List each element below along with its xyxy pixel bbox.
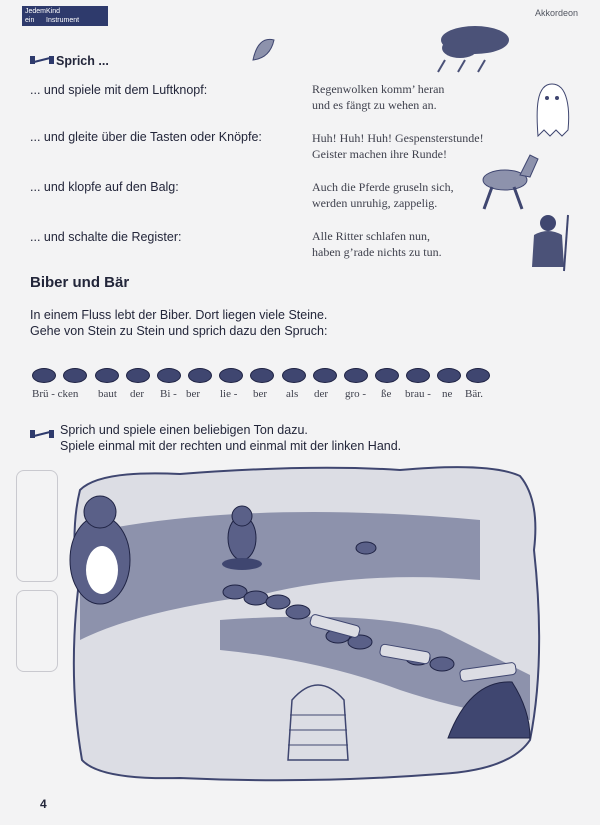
stone	[466, 368, 490, 383]
stone	[157, 368, 181, 383]
instruction-line: Sprich und spiele einen beliebigen Ton dazu.	[60, 423, 308, 437]
verse-line: werden unruhig, zappelig.	[312, 196, 438, 210]
logo-word: Kind	[46, 8, 61, 15]
speak-play-icon	[30, 52, 54, 68]
stone	[406, 368, 430, 383]
syllable: der	[130, 388, 145, 400]
syllable: ber	[253, 388, 268, 400]
sleeping-knight-icon	[520, 205, 580, 275]
logo	[22, 6, 108, 26]
stone	[32, 368, 56, 383]
instruction-line: Spiele einmal mit der rechten und einmal mit der linken Hand.	[60, 439, 402, 453]
stone	[344, 368, 368, 383]
stone	[250, 368, 274, 383]
stone	[219, 368, 243, 383]
syllable: gro -	[345, 388, 367, 400]
syllable: der	[314, 388, 329, 400]
intro-line: Gehe von Stein zu Stein und sprich dazu den Spruch:	[30, 324, 328, 338]
section-title: Biber und Bär	[30, 274, 130, 291]
intro-line: In einem Fluss lebt der Biber. Dort liegen viele Steine.	[30, 308, 328, 322]
syllable: brau -	[405, 388, 431, 400]
background-frame	[16, 590, 58, 672]
verse-line: Alle Ritter schlafen nun,	[312, 229, 430, 243]
syllable: lie -	[220, 388, 238, 400]
verse-line: haben g’rade nichts zu tun.	[312, 245, 442, 259]
syllable: Bi -	[160, 388, 177, 400]
stone	[375, 368, 399, 383]
syllable: ße	[381, 388, 392, 400]
logo-word: Instrument	[46, 17, 80, 24]
verse-action: ... und gleite über die Tasten oder Knöpfe:	[30, 130, 262, 144]
verse-action: ... und klopfe auf den Balg:	[30, 180, 179, 194]
verse-line: Auch die Pferde gruseln sich,	[312, 180, 454, 194]
stone	[188, 368, 212, 383]
verse-action: ... und schalte die Register:	[30, 230, 182, 244]
verse-action: ... und spiele mit dem Luftknopf:	[30, 83, 208, 97]
syllable: Brü - cken	[32, 388, 79, 400]
stone	[126, 368, 150, 383]
stone	[437, 368, 461, 383]
ghost-icon	[530, 80, 575, 140]
stone	[313, 368, 337, 383]
verse-line: und es fängt zu wehen an.	[312, 98, 437, 112]
leaf-icon	[248, 32, 278, 64]
speak-heading: Sprich ...	[56, 54, 109, 68]
verse-line: Huh! Huh! Huh! Gespensterstunde!	[312, 131, 484, 145]
logo-word: ein	[25, 17, 35, 24]
syllable: als	[286, 388, 299, 400]
verse-line: Geister machen ihre Runde!	[312, 147, 447, 161]
background-frame	[16, 470, 58, 582]
syllable: Bär.	[465, 388, 484, 400]
page-number: 4	[40, 797, 47, 811]
stone	[95, 368, 119, 383]
river-illustration	[60, 460, 550, 790]
logo-word: Jedem	[25, 8, 47, 15]
stone	[282, 368, 306, 383]
stone	[63, 368, 87, 383]
rain-cloud-icon	[420, 20, 530, 80]
syllable: ne	[442, 388, 453, 400]
speak-play-icon	[30, 426, 54, 442]
syllable: baut	[98, 388, 117, 400]
syllable: ber	[186, 388, 201, 400]
verse-line: Regenwolken komm’ heran	[312, 82, 445, 96]
section-label: Akkordeon	[534, 8, 578, 18]
